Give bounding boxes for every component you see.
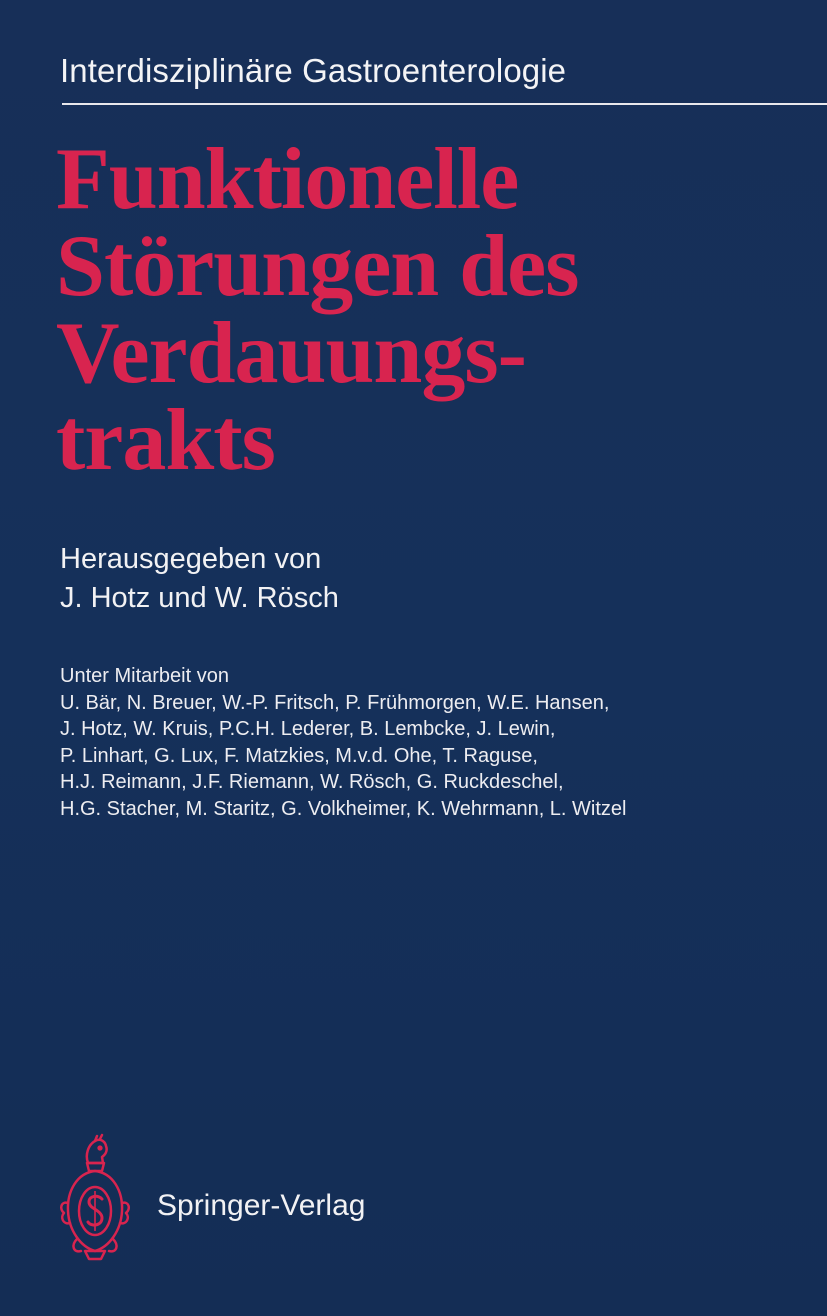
series-title: Interdisziplinäre Gastroenterologie [60,52,567,89]
contributor-line: H.J. Reimann, J.F. Riemann, W. Rösch, G. Ruckdeschel, [60,771,564,793]
series-rule [62,103,827,105]
editors-label: Herausgegeben von [60,543,322,575]
contributor-line: J. Hotz, W. Kruis, P.C.H. Lederer, B. Lembcke, J. Lewin, [60,718,556,740]
contributors-label: Unter Mitarbeit von [60,665,229,687]
contributor-line: P. Linhart, G. Lux, F. Matzkies, M.v.d. Ohe, T. Raguse, [60,744,538,767]
contributor-line: U. Bär, N. Breuer, W.-P. Fritsch, P. Frühmorgen, W.E. Hansen, [60,691,610,714]
editors: J. Hotz und W. Rösch [60,582,339,614]
contributor-line: H.G. Stacher, M. Staritz, G. Volkheimer, K. Wehrmann, L. Witzel [60,797,627,820]
contributors [60,663,626,822]
book-title [56,131,579,489]
publisher-name: Springer-Verlag [157,1189,366,1222]
springer-logo-icon [55,1133,135,1263]
title-line-4: trakts [56,392,275,489]
title-line-3: Verdauungs- [56,305,526,402]
title-line-1: Funktionelle [56,131,519,228]
title-line-2: Störungen des [56,218,579,315]
